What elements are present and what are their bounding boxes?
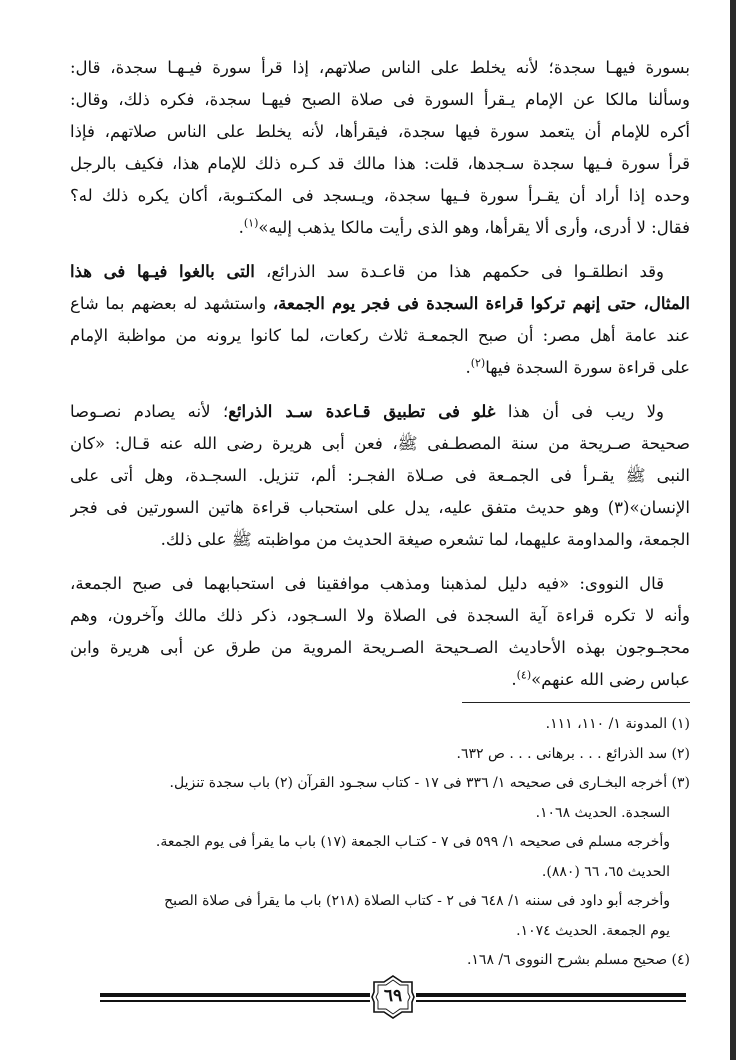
paragraph-line xyxy=(70,288,690,320)
paragraph-3 xyxy=(70,396,690,556)
paragraph-line: قال النووى: «فيه دليل لمذهبنا ومذهب موافقينا فى استحبابهما فى صبح الجمعة، xyxy=(70,574,664,593)
paragraph-line: فقال: لا أدرى، وأرى ألا يقرأها، وهو الذى رأيت مالكا يذهب إليه»$^{(١)}$. xyxy=(238,216,690,237)
footnote-line: (٢) سد الذرائع . . . برهانى . . . ص ٦٣٢. xyxy=(456,745,690,762)
paragraph-line: النبى ﷺ يقـرأ فى الجمـعة فى صـلاة الفجـر: ألم، تنزيل. السجـدة، وهل أتى على xyxy=(70,466,690,485)
page-number-ornament xyxy=(370,974,416,1020)
paragraph-line-text: عباس رضى الله عنهم» xyxy=(531,670,690,689)
footnote-ref: (٢) xyxy=(470,356,486,370)
paragraph-line: بسورة فيهـا سجدة؛ لأنه يخلط على الناس صلاتهم، إذا قرأ سورة فيـهـا سجدة، قال: xyxy=(70,58,690,77)
footnote-line: السجدة. الحديث ١٠٦٨. xyxy=(535,804,670,821)
footnote-separator xyxy=(462,702,690,703)
paragraph-line: محجـوجون بهذه الأحاديث الصـحيحة الصـريحة المروية من طرق عن أبى هريرة وابن xyxy=(70,638,690,657)
paragraph-line: عند عامة أهل مصر: أن صبح الجمعـة ثلاث ركعات، لما كانوا يرونه من مواظبة الإمام xyxy=(70,326,690,345)
page-footer xyxy=(100,968,686,1028)
paragraph-line: على قراءة سورة السجدة فيها$^{(٢)}$. xyxy=(465,356,690,377)
footnote-line: وأخرجه أبو داود فى سننه ١/ ٦٤٨ فى ٢ - كتاب الصلاة (٢١٨) باب ما يقرأ فى صلاة الصبح xyxy=(164,893,670,909)
footnote-line: وأخرجه مسلم فى صحيحه ١/ ٥٩٩ فى ٧ - كتـاب الجمعة (١٧) باب ما يقرأ فى يوم الجمعة. xyxy=(155,834,670,850)
paragraph-line: وحده إذا أراد أن يقـرأ سورة فـيها سجدة، ويـسجد فى المكتـوبة، أكان يكره ذلك له؟ xyxy=(70,186,690,205)
paragraph-line-text: المثال، حتى إنهم تركوا قراءة السجدة فى فجر يوم الجمعة، واستشهد له بعضهم بما شاع xyxy=(70,294,690,313)
paragraph-line: وأنه لا تكره قراءة آية السجدة فى الصلاة ولا السـجود، ذكر ذلك مالك وآخرون، وهم xyxy=(70,606,690,625)
paragraph-4 xyxy=(70,568,690,696)
footnote-line: يوم الجمعة. الحديث ١٠٧٤. xyxy=(516,922,670,939)
footnote-line: الحديث ٦٥، ٦٦ (٨٨٠). xyxy=(541,863,670,880)
bold-phrase: التى بالغوا فيـها فى هذا xyxy=(70,262,255,281)
bold-phrase: غلو فى تطبيق قـاعدة سـد الذرائع xyxy=(228,402,496,421)
paragraph-line-text: وقد انطلقـوا فى حكمهم هذا من قاعـدة سد الذرائع، التى بالغوا فيـها فى هذا xyxy=(70,262,664,281)
page-body xyxy=(70,52,690,708)
footnotes xyxy=(70,710,690,976)
paragraph-line: الجمعة، والمداومة عليهما، لما تشعره صيغة الحديث من مواظبته ﷺ على ذلك. xyxy=(160,530,690,549)
paragraph-line-text: فقال: لا أدرى، وأرى ألا يقرأها، وهو الذى رأيت مالكا يذهب إليه» xyxy=(258,218,690,237)
paragraph-2 xyxy=(70,256,690,384)
footnote-ref: (١) xyxy=(243,216,259,230)
paragraph-line: وسألنا مالكا عن الإمام يـقرأ السورة فى صلاة الصبح فيهـا سجدة، فكره ذلك، وقال: xyxy=(70,90,690,109)
bold-phrase: المثال، حتى إنهم تركوا قراءة السجدة فى فجر يوم الجمعة، xyxy=(272,294,690,313)
paragraph-line: الإنسان»(٣) وهو حديث متفق عليه، يدل على استحباب قراءة هاتين السورتين فى فجر xyxy=(70,498,690,517)
paragraph-line: صحيحة صـريحة من سنة المصطـفى ﷺ، فعن أبى هريرة رضى الله عنه قـال: «كان xyxy=(70,434,690,453)
footnote-line: (٤) صحيح مسلم بشرح النووى ٦/ ١٦٨. xyxy=(466,952,690,968)
footnote-ref: (٤) xyxy=(516,668,532,682)
paragraph-line-text: على قراءة سورة السجدة فيها xyxy=(485,358,690,377)
page-edge-shadow xyxy=(730,0,736,1060)
paragraph-line xyxy=(70,256,690,288)
paragraph-line: أكره للإمام أن يتعمد سورة فيها سجدة، فيقرأها، لأنه يخلط على الناس صلاتهم، فإذا xyxy=(70,122,690,141)
paragraph-line xyxy=(70,396,690,428)
footnote-line: (١) المدونة ١/ ١١٠، ١١١. xyxy=(545,716,690,732)
page-number: ٦٩ xyxy=(383,986,403,1006)
paragraph-line: قرأ سورة فـيها سجدة سـجدها، قلت: هذا مالك قد كـره ذلك للإمام هذا، فكيف بالرجل xyxy=(70,154,690,173)
paragraph-line-text: ولا ريب فى أن هذا غلو فى تطبيق قـاعدة سـد الذرائع؛ لأنه يصادم نصـوصا xyxy=(70,402,664,421)
paragraph-1 xyxy=(70,52,690,244)
footnote-line: (٣) أخرجه البخـارى فى صحيحه ١/ ٣٣٦ فى ١٧ - كتاب سجـود القرآن (٢) باب سجدة تنزيل. xyxy=(169,775,690,791)
paragraph-line: عباس رضى الله عنهم»$^{(٤)}$. xyxy=(511,668,690,689)
